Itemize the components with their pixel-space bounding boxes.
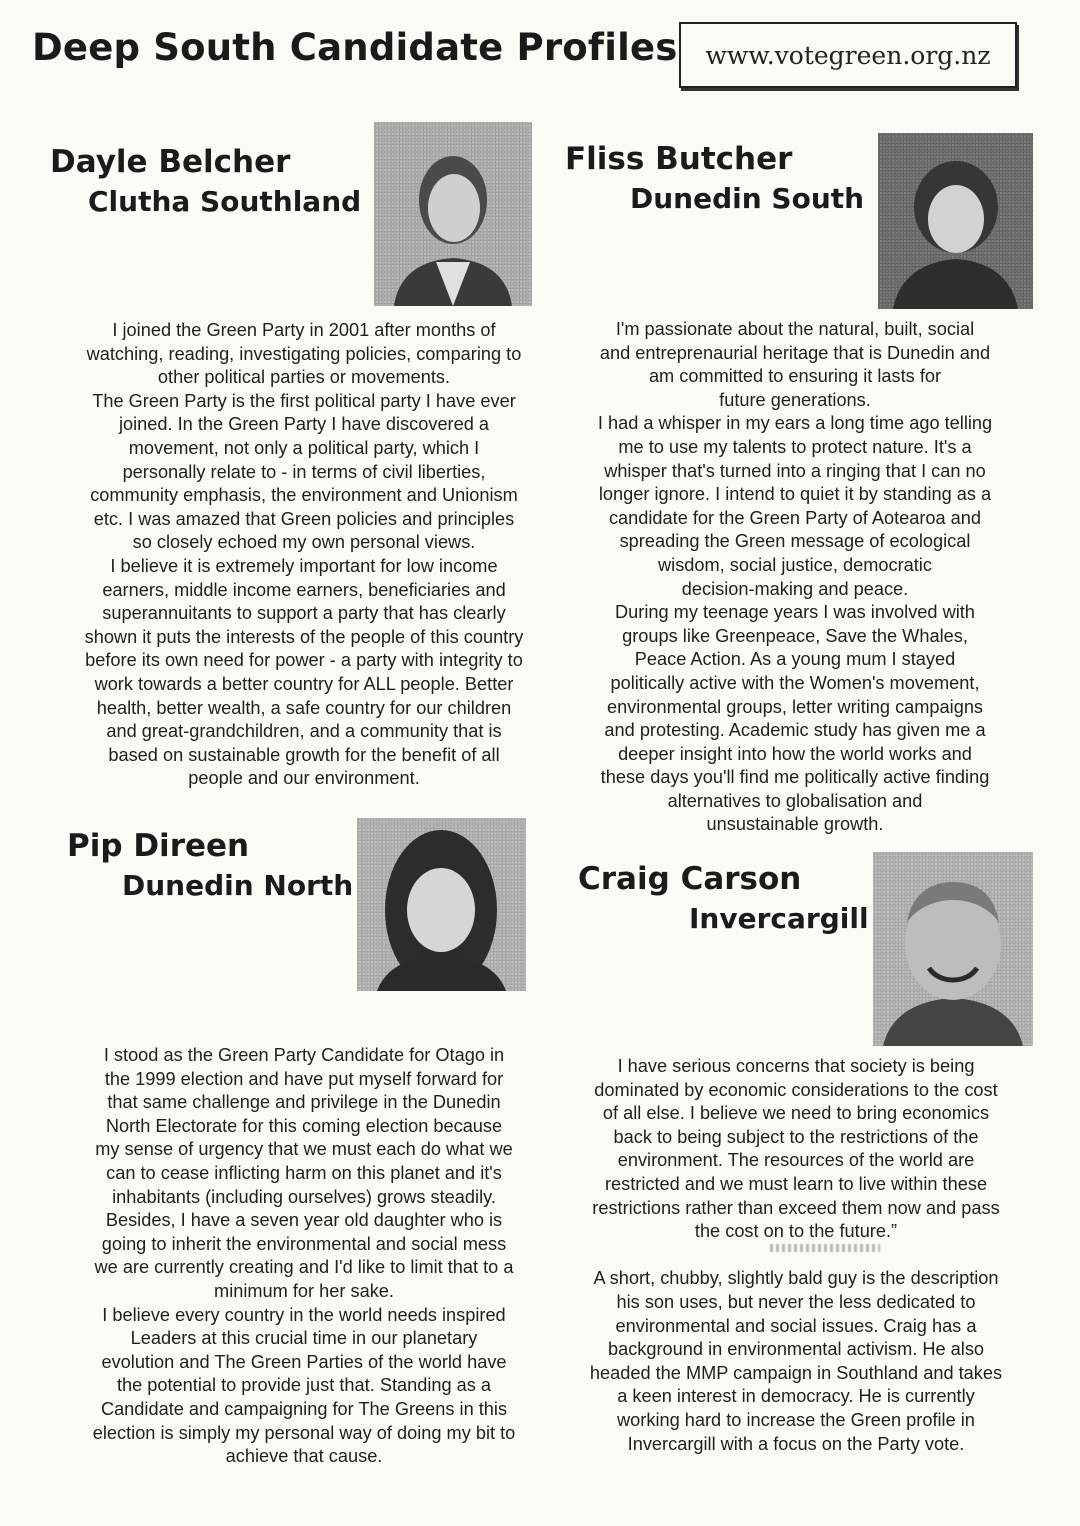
- bio-line: During my teenage years I was involved with: [615, 602, 975, 623]
- bio-line: and protesting. Academic study has given me a: [604, 720, 986, 741]
- scan-smudge: [770, 1244, 880, 1252]
- bio-line: movement, not only a political party, which I: [128, 437, 480, 458]
- bio-line: The Green Party is the first political party I have ever: [92, 390, 516, 411]
- candidate-bio: [64, 319, 544, 791]
- candidate-electorate: Invercargill: [689, 902, 869, 935]
- candidate-electorate: Dunedin North: [122, 869, 354, 902]
- candidate-name: Craig Carson: [578, 861, 802, 897]
- bio-line: deeper insight into how the world works and: [618, 743, 972, 764]
- bio-line: Peace Action. As a young mum I stayed: [634, 649, 956, 670]
- bio-line: politically active with the Women's movement,: [610, 672, 980, 693]
- bio-line: spreading the Green message of ecological: [619, 531, 971, 552]
- bio-line: North Electorate for this coming election because: [105, 1115, 503, 1136]
- candidate-electorate: Dunedin South: [630, 182, 865, 215]
- bio-line: dominated by economic considerations to the cost: [594, 1079, 998, 1100]
- candidate-name: Pip Direen: [67, 828, 250, 864]
- bio-line: environmental groups, letter writing campaigns: [606, 696, 984, 717]
- bio-line: a keen interest in democracy. He is currently: [617, 1386, 975, 1407]
- bio-line: longer ignore. I intend to quiet it by standing as a: [598, 484, 992, 505]
- bio-line: his son uses, but never the less dedicated to: [616, 1291, 976, 1312]
- bio-line: decision-making and peace.: [681, 578, 909, 599]
- bio-line: candidate for the Green Party of Aotearoa and: [608, 507, 982, 528]
- bio-line: I joined the Green Party in 2001 after months of: [112, 320, 496, 340]
- bio-line: and entreprenaurial heritage that is Dunedin and: [599, 342, 991, 363]
- bio-line: Leaders at this crucial time in our planetary: [130, 1328, 478, 1349]
- bio-line: restrictions rather than exceed them now and pass: [592, 1197, 1000, 1218]
- bio-line: Candidate and campaigning for The Greens in this: [100, 1398, 508, 1419]
- bio-line: shown it puts the interests of the people of this country: [84, 626, 524, 647]
- bio-line: A short, chubby, slightly bald guy is the description: [593, 1268, 999, 1289]
- bio-line: I believe it is extremely important for low income: [110, 555, 498, 576]
- bio-line: superannuitants to support a party that has clearly: [102, 603, 506, 624]
- bio-line: headed the MMP campaign in Southland and takes: [589, 1362, 1003, 1383]
- bio-line: evolution and The Green Parties of the world have: [101, 1351, 507, 1372]
- candidate-photo: [873, 852, 1033, 1046]
- bio-line: Besides, I have a seven year old daughter who is: [105, 1210, 503, 1231]
- bio-line: before its own need for power - a party with integrity to: [85, 650, 523, 671]
- bio-line: health, better wealth, a safe country for our children: [96, 697, 512, 718]
- bio-line: watching, reading, investigating policies, comparing to: [86, 343, 522, 364]
- bio-line: people and our environment.: [188, 768, 420, 789]
- bio-line: the potential to provide just that. Standing as a: [116, 1375, 492, 1396]
- bio-line: my sense of urgency that we must each do what we: [95, 1139, 513, 1160]
- bio-line: work towards a better country for ALL people. Better: [94, 673, 514, 694]
- bio-line: other political parties or movements.: [157, 367, 451, 388]
- page-title: Deep South Candidate Profiles: [32, 26, 678, 69]
- bio-line: wisdom, social justice, democratic: [658, 554, 932, 575]
- bio-line: election is simply my personal way of doing my bit to: [92, 1422, 516, 1443]
- bio-line: working hard to increase the Green profile in: [617, 1409, 975, 1430]
- bio-line: achieve that cause.: [225, 1446, 383, 1467]
- bio-line: unsustainable growth.: [706, 814, 884, 835]
- website-url-box: www.votegreen.org.nz: [679, 22, 1017, 88]
- bio-line: Invercargill with a focus on the Party vote.: [627, 1433, 965, 1454]
- bio-line: I believe every country in the world needs inspired: [102, 1304, 506, 1325]
- bio-line: inhabitants (including ourselves) grows steadily.: [112, 1186, 496, 1207]
- candidate-bio: [64, 1044, 544, 1469]
- bio-line: and great-grandchildren, and a community that is: [106, 721, 502, 742]
- bio-line: community emphasis, the environment and Unionism: [90, 485, 518, 506]
- candidate-bio: [566, 1055, 1026, 1456]
- bio-line: environment. The resources of the world are: [617, 1150, 975, 1171]
- bio-line: I have serious concerns that society is being: [617, 1056, 975, 1076]
- candidate-photo: [374, 122, 532, 306]
- bio-line: groups like Greenpeace, Save the Whales,: [622, 625, 968, 646]
- bio-line: background in environmental activism. He also: [607, 1339, 985, 1360]
- bio-line: alternatives to globalisation and: [667, 790, 923, 811]
- bio-line: earners, middle income earners, beneficiaries and: [102, 579, 506, 600]
- bio-line: the 1999 election and have put myself forward for: [104, 1068, 504, 1089]
- bio-line: going to inherit the environmental and social mess: [101, 1233, 507, 1254]
- bio-line: can to cease inflicting harm on this planet and it's: [106, 1162, 502, 1183]
- bio-line: me to use my talents to protect nature. It's a: [618, 436, 972, 457]
- candidate-photo: [357, 818, 526, 991]
- bio-line: restricted and we must learn to live within these: [604, 1173, 988, 1194]
- candidate-bio: [560, 318, 1030, 837]
- bio-line: I stood as the Green Party Candidate for Otago in: [103, 1045, 505, 1065]
- bio-line: whisper that's turned into a ringing that I can no: [604, 460, 986, 481]
- bio-line: am committed to ensuring it lasts for: [648, 366, 942, 387]
- bio-line: minimum for her sake.: [214, 1280, 394, 1301]
- bio-line: personally relate to - in terms of civil liberties,: [122, 461, 486, 482]
- bio-line: future generations.: [719, 389, 871, 410]
- bio-line: the cost on to the future.”: [694, 1221, 898, 1242]
- bio-line: these days you'll find me politically active finding: [600, 767, 990, 788]
- bio-line: we are currently creating and I'd like to limit that to a: [94, 1257, 514, 1278]
- bio-line: I had a whisper in my ears a long time ago telling: [597, 413, 993, 434]
- bio-line: environmental and social issues. Craig has a: [615, 1315, 977, 1336]
- bio-line: joined. In the Green Party I have discovered a: [118, 414, 490, 435]
- bio-line: so closely echoed my own personal views.: [132, 532, 476, 553]
- candidate-name: Dayle Belcher: [50, 144, 291, 180]
- candidate-electorate: Clutha Southland: [88, 185, 362, 218]
- bio-line: of all else. I believe we need to bring economics: [602, 1103, 990, 1124]
- candidate-name: Fliss Butcher: [565, 141, 793, 177]
- bio-line: that same challenge and privilege in the Dunedin: [107, 1092, 501, 1113]
- bio-line: based on sustainable growth for the benefit of all: [108, 744, 500, 765]
- bio-line: I'm passionate about the natural, built, social: [615, 319, 975, 339]
- bio-line: etc. I was amazed that Green policies and principles: [93, 508, 515, 529]
- candidate-photo: [878, 133, 1033, 309]
- bio-line: back to being subject to the restrictions of the: [613, 1126, 979, 1147]
